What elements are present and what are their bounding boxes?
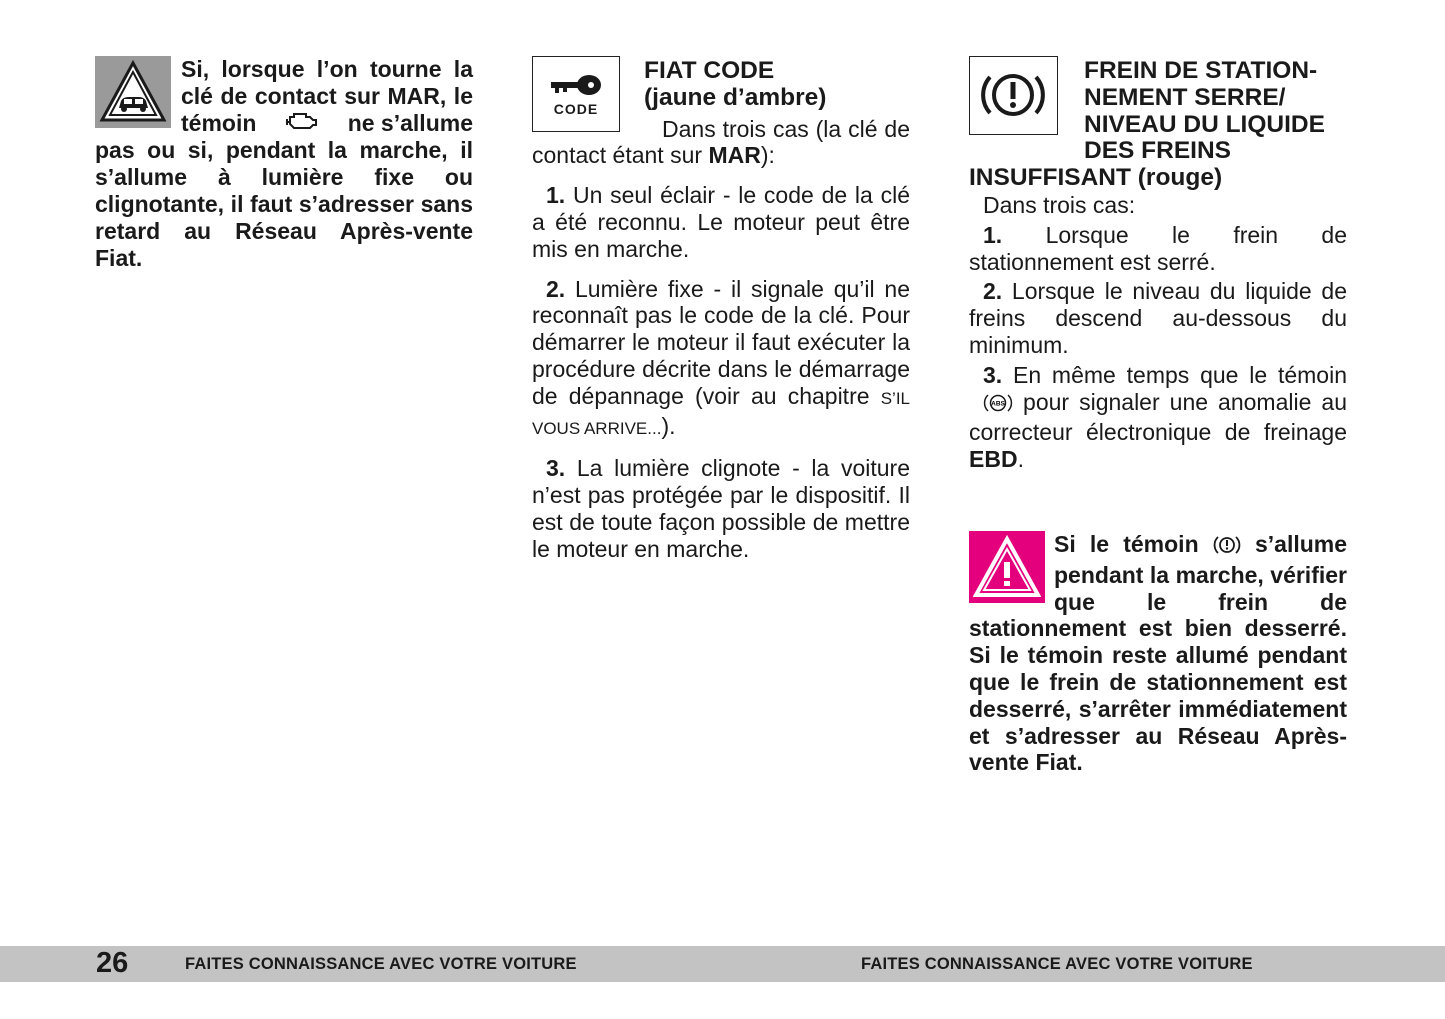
item-text: Lumière fixe - il signale qu’il ne reconnaît pas le code de la clé. Pour démarrer le moteur il faut exécuter la procédure décrite dans le démarrage de dépannage (voir au chapitre [532, 275, 910, 409]
item-text: En même temps que le témoin [1013, 361, 1347, 388]
brake-title-line: NEMENT SERRE/ [1084, 83, 1286, 111]
item-bold-end: EBD [969, 446, 1018, 473]
warning-line-3-start: témoin [181, 110, 257, 137]
item-text: Lorsque le niveau du liquide de freins descend au-dessous du minimum. [969, 278, 1348, 358]
fiat-code-icon [532, 56, 620, 132]
page-number: 26 [96, 947, 129, 979]
warning-triangle-pink-icon [969, 531, 1045, 603]
item-end: . [1017, 446, 1024, 473]
chapter-reference: S’IL VOUS ARRIVE... [532, 388, 910, 438]
right-column [969, 56, 1347, 776]
intro-bold: MAR [708, 142, 761, 169]
list-item [532, 182, 910, 262]
engine-check-icon [286, 110, 318, 138]
svg-text:ABS: ABS [991, 400, 1005, 408]
item-text: La lumière clignote - la voiture n’est pas protégée par le dispositif. Il est de toute façon possible de mettre le moteur en marche. [532, 455, 910, 562]
intro-end: ): [760, 142, 775, 169]
code-icon-label: CODE [553, 101, 599, 117]
brake-warning-rest: s’allume pendant la marche, vérifier que le frein de stationnement est bien desserré. Si le témoin reste allumé pendant que le frein de stationnement est desserré, s’arrêter immédiatement et s’adresser au Réseau Après-vente Fiat. [969, 530, 1348, 776]
warning-line-3-end: ne s’allume [347, 110, 473, 137]
brake-warning-icon [969, 56, 1058, 135]
item-text: Un seul éclair - le code de la clé a été reconnu. Le moteur peut être mis en marche. [532, 182, 911, 262]
intro-text: Dans trois cas (la clé de contact étant sur [532, 115, 910, 169]
brake-title-line: DES FREINS [1084, 137, 1232, 165]
brake-intro: Dans trois cas: [983, 191, 1136, 218]
brake-title-line: FREIN DE STATION- [1084, 57, 1318, 84]
item-end: ). [661, 412, 676, 439]
abs-icon [969, 392, 1013, 420]
list-item [532, 455, 910, 562]
warning-line-rest: pas ou si, pendant la marche, il s’allume à lumière fixe ou clignotante, il faut s’adresser sans retard au Réseau Après-vente Fiat. [95, 137, 473, 271]
middle-column [532, 56, 910, 576]
warning-triangle-icon [95, 56, 171, 128]
item-text-after: pour signaler une anomalie au correcteur électronique de freinage [969, 388, 1348, 446]
footer-title-left: FAITES CONNAISSANCE AVEC VOTRE VOITURE [185, 955, 577, 973]
list-item [969, 278, 1347, 358]
item-number: 2. [983, 278, 1003, 305]
warning-line-3 [181, 110, 473, 138]
item-number: 1. [983, 221, 1003, 248]
item-number: 1. [546, 182, 566, 209]
footer-bar [0, 946, 1445, 982]
footer-title-right: FAITES CONNAISSANCE AVEC VOTRE VOITURE [861, 955, 1253, 973]
item-number: 3. [983, 361, 1003, 388]
warning-line-1: Si, lorsque l’on tourne la [181, 56, 473, 82]
list-item [532, 276, 910, 443]
fiat-code-title: FIAT CODE [644, 57, 775, 84]
brake-title-line: INSUFFISANT (rouge) [969, 164, 1223, 192]
item-text: Lorsque le frein de stationnement est serré. [969, 221, 1348, 275]
brake-small-icon [1213, 534, 1241, 562]
fiat-code-subtitle: (jaune d’ambre) [644, 83, 827, 111]
item-number: 2. [546, 275, 566, 302]
left-column [95, 56, 473, 271]
list-item [969, 362, 1347, 473]
brake-title-line: NIVEAU DU LIQUIDE [1084, 110, 1325, 138]
list-item [969, 222, 1347, 276]
brake-warning-start: Si le témoin [1054, 530, 1199, 557]
item-number: 3. [546, 455, 566, 482]
warning-line-2: clé de contact sur MAR, le [181, 82, 473, 109]
